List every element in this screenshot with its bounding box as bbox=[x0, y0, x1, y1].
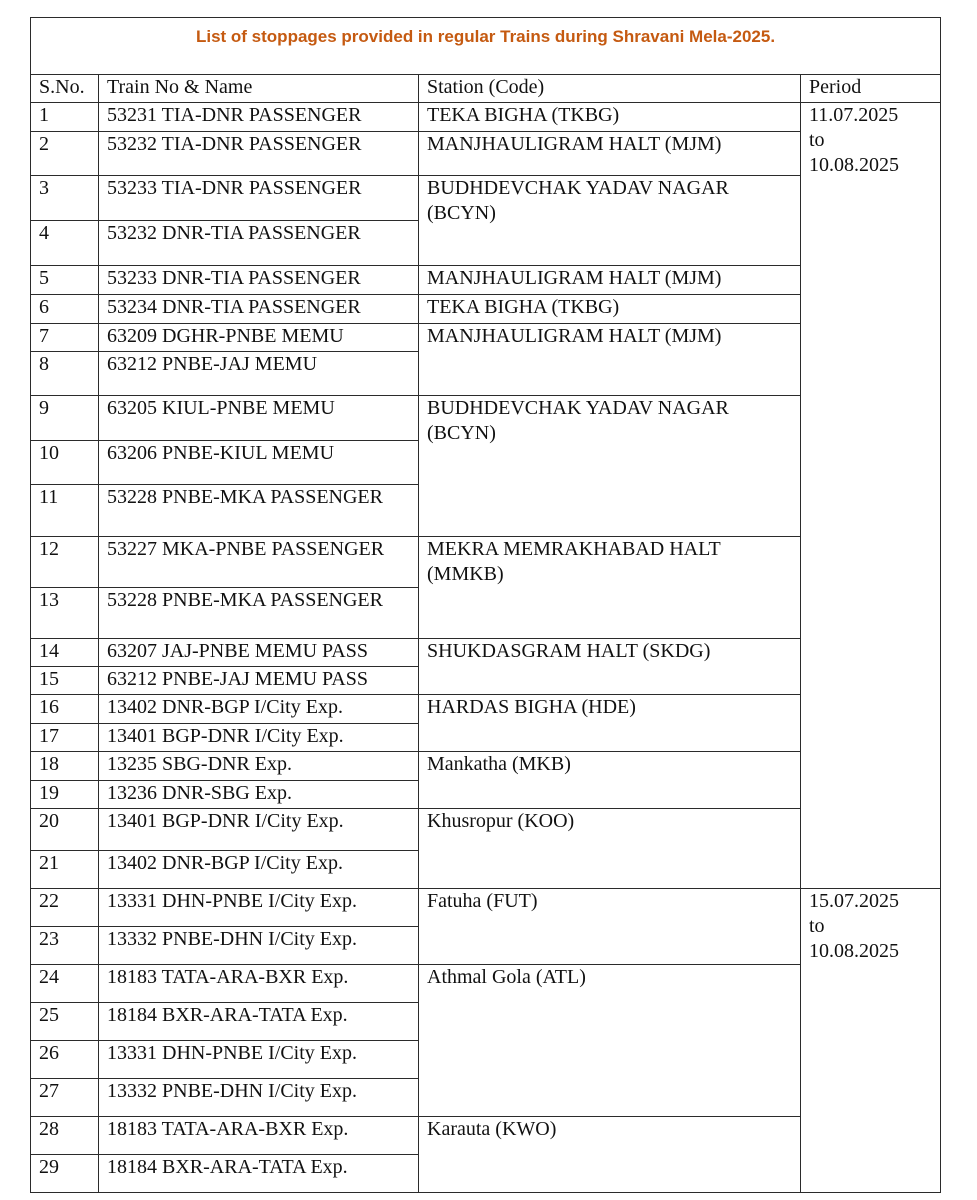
train-name: 18183 TATA-ARA-BXR Exp. bbox=[99, 1117, 419, 1155]
serial-number: 22 bbox=[31, 889, 99, 927]
station-name: BUDHDEVCHAK YADAV NAGAR (BCYN) bbox=[419, 396, 801, 537]
train-name: 63212 PNBE-JAJ MEMU bbox=[99, 352, 419, 396]
stoppage-table bbox=[30, 17, 941, 1193]
train-name: 63212 PNBE-JAJ MEMU PASS bbox=[99, 667, 419, 695]
train-name: 53227 MKA-PNBE PASSENGER bbox=[99, 537, 419, 588]
period-to: 10.08.2025 bbox=[809, 154, 899, 176]
header-sno: S.No. bbox=[31, 75, 99, 103]
serial-number: 23 bbox=[31, 927, 99, 965]
train-name: 13401 BGP-DNR I/City Exp. bbox=[99, 724, 419, 752]
serial-number: 9 bbox=[31, 396, 99, 441]
period-range bbox=[801, 889, 941, 1193]
header-period: Period bbox=[801, 75, 941, 103]
serial-number: 28 bbox=[31, 1117, 99, 1155]
header-train: Train No & Name bbox=[99, 75, 419, 103]
serial-number: 6 bbox=[31, 295, 99, 324]
train-name: 53232 TIA-DNR PASSENGER bbox=[99, 132, 419, 176]
serial-number: 3 bbox=[31, 176, 99, 221]
serial-number: 27 bbox=[31, 1079, 99, 1117]
serial-number: 2 bbox=[31, 132, 99, 176]
serial-number: 10 bbox=[31, 441, 99, 485]
page-title: List of stoppages provided in regular Trains during Shravani Mela-2025. bbox=[31, 18, 941, 75]
station-name: MANJHAULIGRAM HALT (MJM) bbox=[419, 266, 801, 295]
period-to-word: to bbox=[809, 129, 825, 151]
train-name: 18184 BXR-ARA-TATA Exp. bbox=[99, 1003, 419, 1041]
serial-number: 8 bbox=[31, 352, 99, 396]
train-name: 13331 DHN-PNBE I/City Exp. bbox=[99, 889, 419, 927]
train-name: 18183 TATA-ARA-BXR Exp. bbox=[99, 965, 419, 1003]
serial-number: 25 bbox=[31, 1003, 99, 1041]
serial-number: 18 bbox=[31, 752, 99, 781]
station-name: HARDAS BIGHA (HDE) bbox=[419, 695, 801, 752]
train-name: 63209 DGHR-PNBE MEMU bbox=[99, 324, 419, 352]
train-name: 53232 DNR-TIA PASSENGER bbox=[99, 221, 419, 266]
serial-number: 26 bbox=[31, 1041, 99, 1079]
station-name: Khusropur (KOO) bbox=[419, 809, 801, 889]
period-from: 11.07.2025 bbox=[809, 104, 899, 126]
station-name: SHUKDASGRAM HALT (SKDG) bbox=[419, 639, 801, 695]
train-name: 53231 TIA-DNR PASSENGER bbox=[99, 103, 419, 132]
train-name: 53228 PNBE-MKA PASSENGER bbox=[99, 588, 419, 639]
serial-number: 24 bbox=[31, 965, 99, 1003]
serial-number: 20 bbox=[31, 809, 99, 851]
train-name: 13401 BGP-DNR I/City Exp. bbox=[99, 809, 419, 851]
period-to: 10.08.2025 bbox=[809, 940, 899, 962]
title-row bbox=[31, 18, 941, 75]
train-name: 13236 DNR-SBG Exp. bbox=[99, 781, 419, 809]
serial-number: 16 bbox=[31, 695, 99, 724]
train-name: 13331 DHN-PNBE I/City Exp. bbox=[99, 1041, 419, 1079]
period-to-word: to bbox=[809, 915, 825, 937]
serial-number: 29 bbox=[31, 1155, 99, 1193]
train-name: 53228 PNBE-MKA PASSENGER bbox=[99, 485, 419, 537]
header-station: Station (Code) bbox=[419, 75, 801, 103]
serial-number: 1 bbox=[31, 103, 99, 132]
serial-number: 15 bbox=[31, 667, 99, 695]
train-name: 13235 SBG-DNR Exp. bbox=[99, 752, 419, 781]
train-name: 63206 PNBE-KIUL MEMU bbox=[99, 441, 419, 485]
station-name: MANJHAULIGRAM HALT (MJM) bbox=[419, 324, 801, 396]
serial-number: 17 bbox=[31, 724, 99, 752]
train-name: 13332 PNBE-DHN I/City Exp. bbox=[99, 927, 419, 965]
station-name: Karauta (KWO) bbox=[419, 1117, 801, 1193]
serial-number: 12 bbox=[31, 537, 99, 588]
table-row bbox=[31, 103, 941, 132]
serial-number: 14 bbox=[31, 639, 99, 667]
serial-number: 11 bbox=[31, 485, 99, 537]
train-name: 18184 BXR-ARA-TATA Exp. bbox=[99, 1155, 419, 1193]
serial-number: 4 bbox=[31, 221, 99, 266]
station-name: Fatuha (FUT) bbox=[419, 889, 801, 965]
header-row bbox=[31, 75, 941, 103]
train-name: 63205 KIUL-PNBE MEMU bbox=[99, 396, 419, 441]
station-name: BUDHDEVCHAK YADAV NAGAR (BCYN) bbox=[419, 176, 801, 266]
station-name: Athmal Gola (ATL) bbox=[419, 965, 801, 1117]
train-name: 53234 DNR-TIA PASSENGER bbox=[99, 295, 419, 324]
serial-number: 5 bbox=[31, 266, 99, 295]
station-name: MANJHAULIGRAM HALT (MJM) bbox=[419, 132, 801, 176]
train-name: 63207 JAJ-PNBE MEMU PASS bbox=[99, 639, 419, 667]
train-name: 53233 TIA-DNR PASSENGER bbox=[99, 176, 419, 221]
period-from: 15.07.2025 bbox=[809, 890, 899, 912]
station-name: TEKA BIGHA (TKBG) bbox=[419, 295, 801, 324]
train-name: 13402 DNR-BGP I/City Exp. bbox=[99, 695, 419, 724]
serial-number: 19 bbox=[31, 781, 99, 809]
serial-number: 7 bbox=[31, 324, 99, 352]
period-range bbox=[801, 103, 941, 889]
train-name: 53233 DNR-TIA PASSENGER bbox=[99, 266, 419, 295]
station-name: Mankatha (MKB) bbox=[419, 752, 801, 809]
serial-number: 21 bbox=[31, 851, 99, 889]
table-row bbox=[31, 889, 941, 927]
station-name: MEKRA MEMRAKHABAD HALT (MMKB) bbox=[419, 537, 801, 639]
serial-number: 13 bbox=[31, 588, 99, 639]
train-name: 13332 PNBE-DHN I/City Exp. bbox=[99, 1079, 419, 1117]
train-name: 13402 DNR-BGP I/City Exp. bbox=[99, 851, 419, 889]
stoppage-document bbox=[30, 17, 940, 1193]
station-name: TEKA BIGHA (TKBG) bbox=[419, 103, 801, 132]
